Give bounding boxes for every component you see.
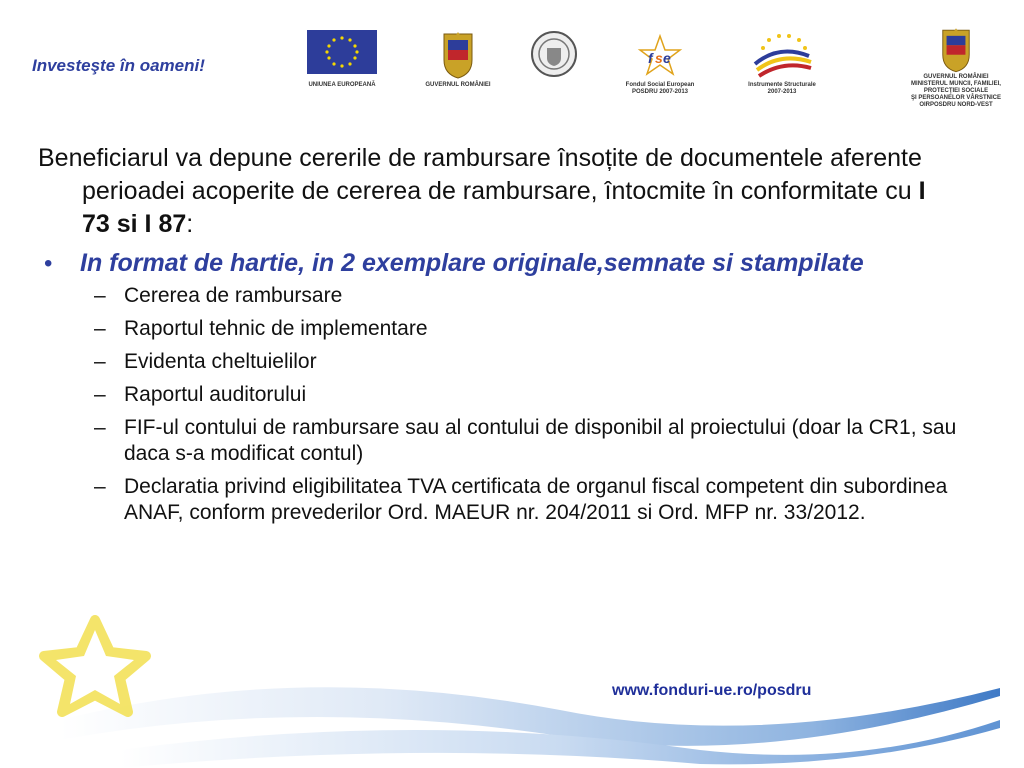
structural-caption-line1: Instrumente Structurale (748, 82, 816, 88)
svg-text:f: f (648, 50, 653, 66)
intro-bold-reference: I 73 si I 87 (82, 177, 926, 238)
intro-text: Beneficiarul va depune cererile de rambursare însoțite de documentele aferente perioadei acoperite de cererea de rambursare, întocmite în conformitate cu (38, 144, 922, 205)
government-caption: GUVERNUL ROMÂNIEI (425, 82, 491, 88)
bullet-text: In format de hartie, in 2 exemplare originale,semnate si stampilate (80, 249, 864, 277)
coat-of-arms-icon (440, 30, 476, 80)
list-item-text: Evidenta cheltuielilor (124, 350, 317, 373)
ministry-logo (898, 26, 1014, 109)
bullet-icon: • (44, 250, 53, 277)
list-item-text: Declaratia privind eligibilitatea TVA certificata de organul fiscal competent din subordinea ANAF, conform prevederilor Ord. MAEUR nr. 204/2011 si Ord. MFP nr. 33/2012. (124, 475, 948, 524)
ministry-caption-line3: PROTECŢIEI SOCIALE (923, 88, 989, 94)
structural-instruments-logo (740, 30, 824, 96)
dash-icon: – (94, 383, 106, 406)
slogan: Investeşte în oameni! (32, 56, 205, 75)
seal-logo (528, 30, 580, 78)
ministry-caption-line2: MINISTERUL MUNCII, FAMILIEI, (911, 81, 1001, 87)
list-item-text: Raportul auditorului (124, 383, 307, 406)
structural-caption-line2: 2007-2013 (767, 89, 797, 95)
ministry-caption-line4: ŞI PERSOANELOR VÂRSTNICE (910, 95, 1001, 101)
structural-instruments-icon (749, 30, 815, 82)
dash-icon: – (94, 416, 106, 439)
format-bullet (38, 247, 958, 279)
dash-icon: – (94, 317, 106, 340)
list-item-text: FIF-ul contului de rambursare sau al contului de disponibil al proiectului (doar la CR1, sau daca s-a modificat contul) (124, 416, 957, 465)
eu-flag-logo (300, 30, 384, 89)
website-link[interactable]: www.fonduri-ue.ro/posdru (612, 682, 812, 699)
seal-icon (530, 30, 578, 78)
fse-caption-line1: Fondul Social European (625, 82, 695, 88)
fse-logo (618, 34, 702, 96)
list-item (94, 349, 958, 375)
dash-icon: – (94, 475, 106, 498)
svg-text:e: e (663, 50, 671, 66)
document-list (38, 283, 958, 526)
ministry-caption-line5: OIRPOSDRU NORD-VEST (919, 102, 993, 108)
intro-paragraph (38, 142, 958, 241)
eu-flag-icon (307, 30, 377, 74)
list-item (94, 382, 958, 408)
list-item (94, 415, 958, 467)
fse-icon (635, 34, 685, 82)
slide-content (38, 142, 958, 533)
list-item (94, 283, 958, 309)
list-item-text: Raportul tehnic de implementare (124, 317, 428, 340)
footer-swoosh (0, 600, 1024, 768)
dash-icon: – (94, 284, 106, 307)
list-item-text: Cererea de rambursare (124, 284, 343, 307)
list-item (94, 316, 958, 342)
list-item (94, 474, 958, 526)
eu-caption: UNIUNEA EUROPEANĂ (308, 82, 376, 88)
svg-text:s: s (655, 50, 663, 66)
government-logo (420, 30, 496, 89)
ministry-caption-line1: GUVERNUL ROMÂNIEI (923, 74, 989, 80)
intro-colon: : (186, 210, 194, 238)
fse-caption-line2: POSDRU 2007-2013 (631, 89, 689, 95)
ministry-coat-of-arms-icon (939, 26, 973, 74)
dash-icon: – (94, 350, 106, 373)
